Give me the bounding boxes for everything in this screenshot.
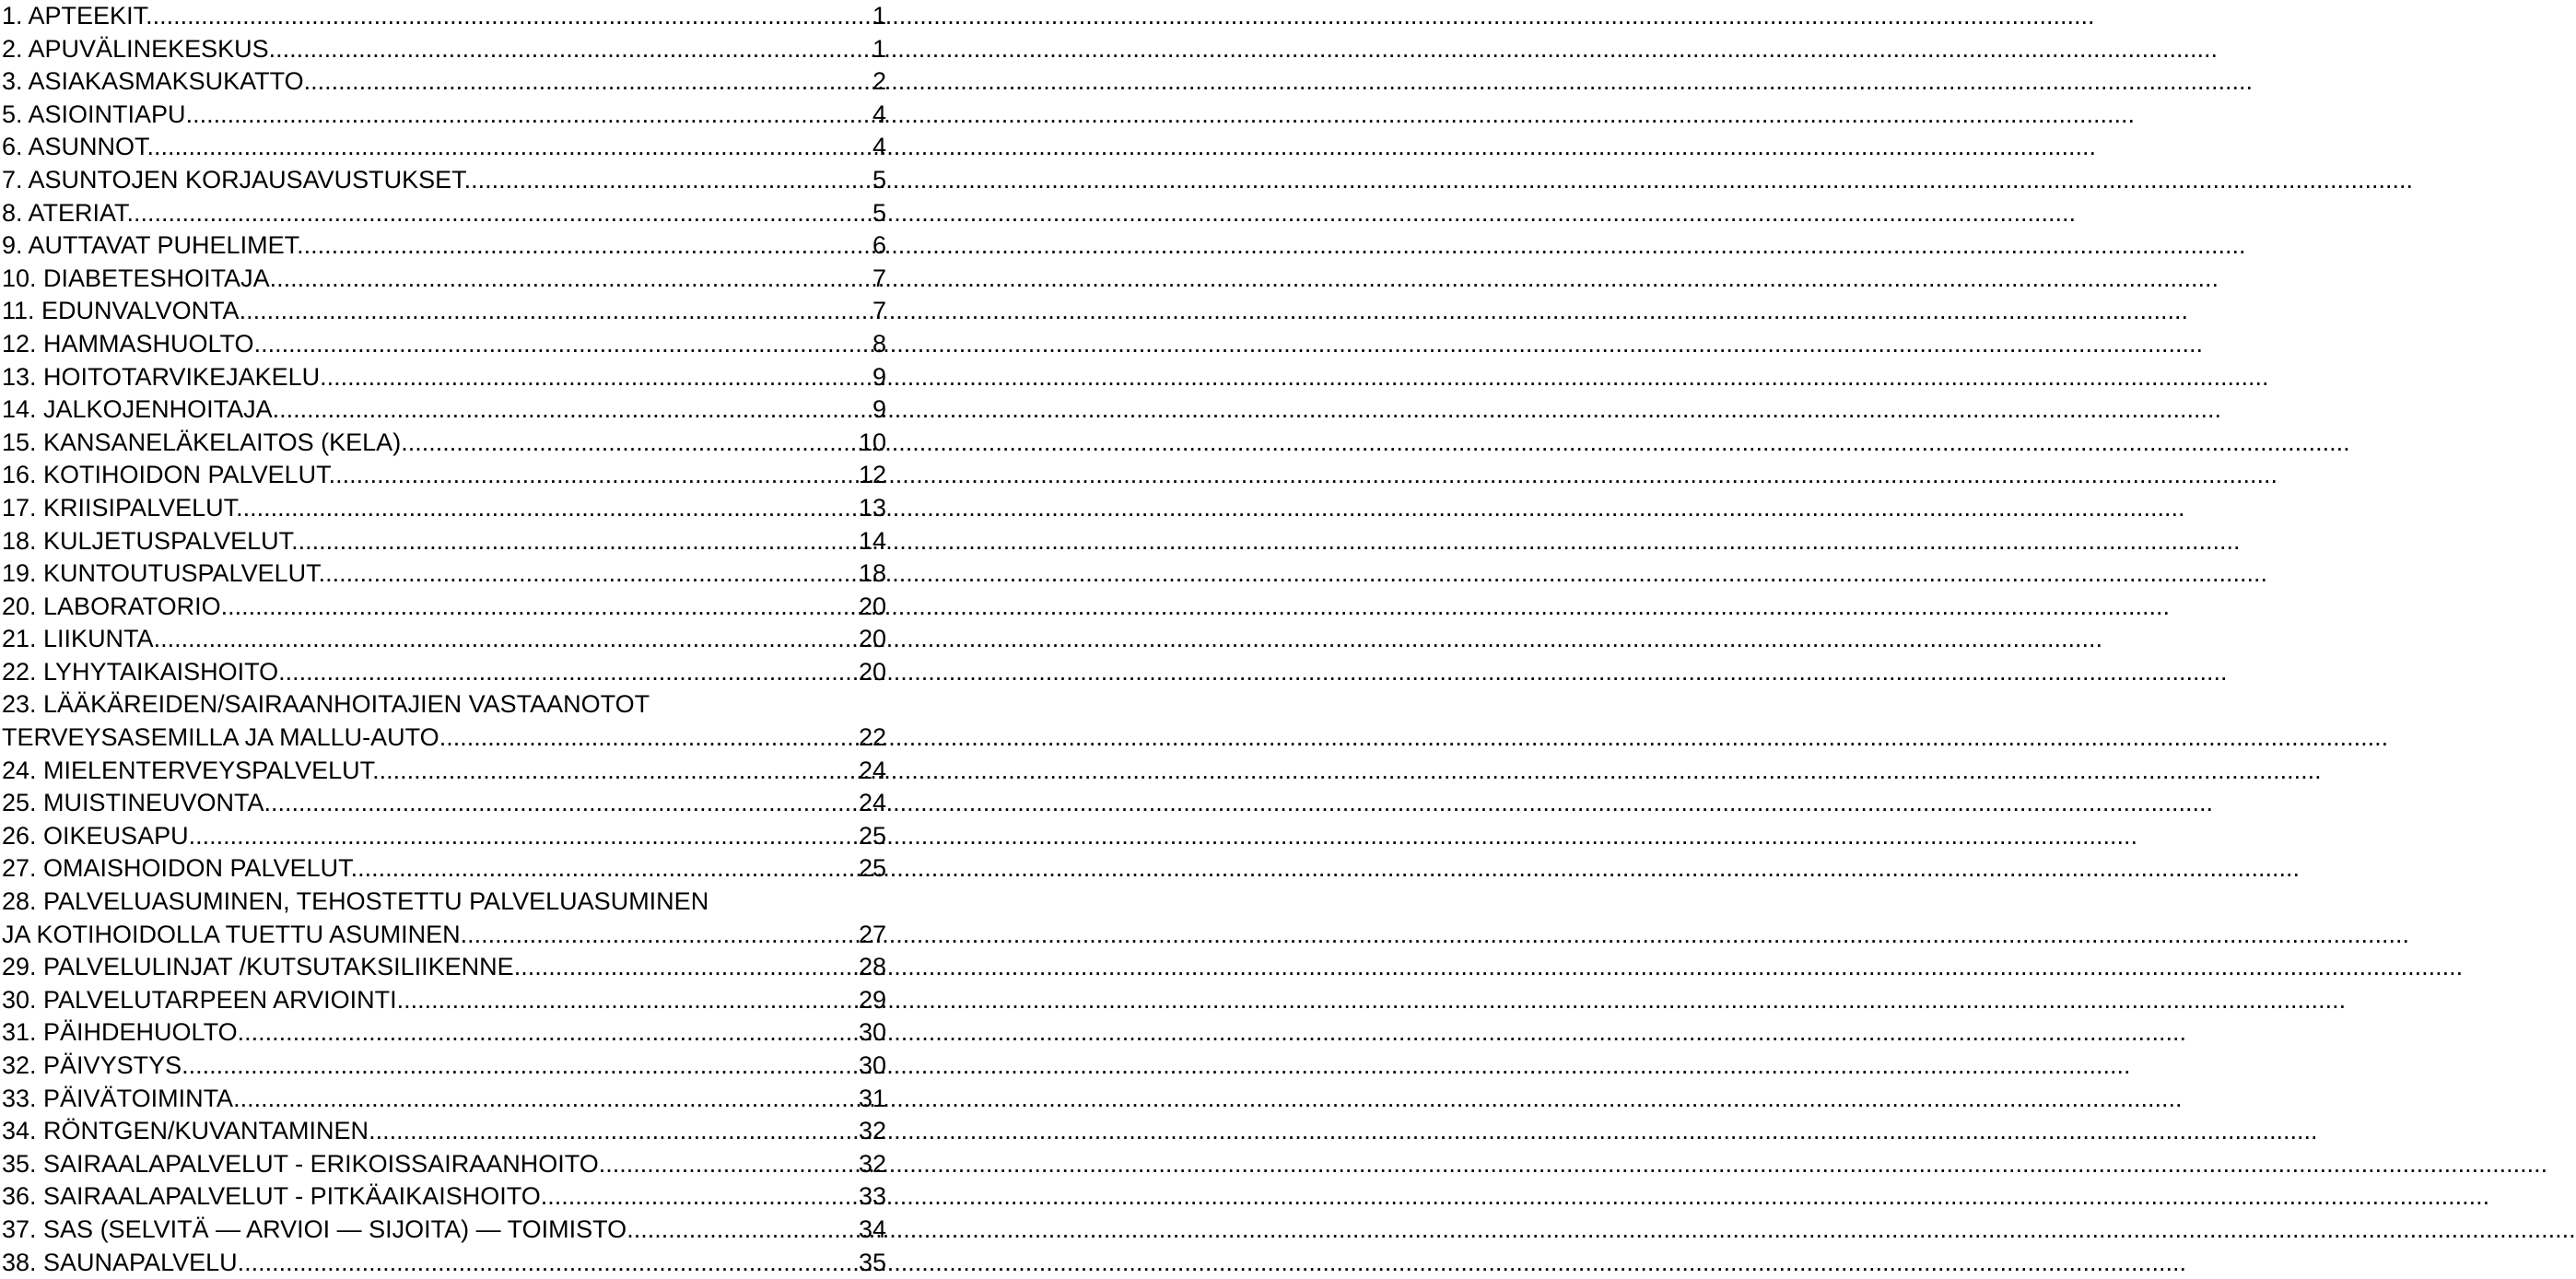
toc-entry-label-text: 15. KANSANELÄKELAITOS (KELA) [2,428,402,456]
toc-entry-label [2,525,858,558]
toc-entry-row [2,427,886,460]
toc-entry[interactable] [2,656,886,689]
toc-entry-label [2,99,872,132]
toc-entry-label [2,951,858,984]
toc-entry-label-text: 6. ASUNNOT [2,133,147,161]
toc-entry-label [2,820,858,853]
toc-entry-label [2,65,872,99]
toc-entry-page-number: 7 [872,297,886,325]
toc-entry-page-number: 20 [858,657,886,686]
toc-entry-row [2,295,886,328]
toc-entry-label-text: 36. SAIRAALAPALVELUT - PITKÄAIKAISHOITO [2,1182,541,1211]
toc-entry-page-number: 24 [858,789,886,817]
toc-entry[interactable] [2,1115,886,1148]
toc-entry-label [2,229,872,263]
toc-entry-label-text: 37. SAS (SELVITÄ — ARVIOI — SIJOITA) — TOIMISTO [2,1214,627,1243]
toc-entry-label-text: 11. EDUNVALVONTA [2,297,240,325]
toc-entry-page-number: 9 [872,395,886,424]
toc-entry-row [2,263,886,296]
toc-entry-row [2,229,886,263]
toc-entry[interactable] [2,1148,886,1181]
toc-entry-row [2,361,886,394]
toc-entry-label-text: 2. APUVÄLINEKESKUS [2,34,269,63]
toc-entry[interactable] [2,131,886,164]
toc-entry-label [2,591,858,624]
toc-entry-page-number: 5 [872,165,886,194]
toc-entry[interactable] [2,623,886,656]
toc-entry-row [2,99,886,132]
toc-entry-page-number: 24 [858,756,886,784]
toc-entry-label-text: 13. HOITOTARVIKEJAKELU [2,362,321,391]
toc-entry[interactable] [2,99,886,132]
toc-entry-label [2,295,872,328]
toc-entry-page-number: 25 [858,821,886,850]
toc-entry[interactable] [2,787,886,820]
toc-entry-row [2,459,886,492]
toc-entry-label [2,755,858,788]
toc-entry-label [2,1016,858,1050]
toc-entry-label-text: 22. LYHYTAIKAISHOITO [2,657,279,686]
toc-entry-page-number: 20 [858,625,886,653]
toc-entry[interactable] [2,688,886,754]
toc-entry-label-text: 7. ASUNTOJEN KORJAUSAVUSTUKSET [2,165,464,194]
toc-entry-row [2,1115,886,1148]
toc-entry-label-text: 26. OIKEUSAPU [2,821,189,850]
toc-entry-page-number: 8 [872,329,886,358]
toc-entry-label-text: 10. DIABETESHOITAJA [2,264,270,292]
toc-entry-page-number: 32 [858,1149,886,1178]
toc-entry-row [2,131,886,164]
toc-entry-label [2,1214,858,1247]
toc-entry-row [2,1180,886,1214]
toc-entry[interactable] [2,852,886,886]
toc-entry-row [2,919,886,952]
toc-entry-label-text: 1. APTEEKIT [2,2,146,29]
toc-entry-page-number: 4 [872,100,886,128]
toc-entry-row [2,1247,886,1279]
toc-entry-label-text: TERVEYSASEMILLA JA MALLU-AUTO [2,723,439,752]
toc-entry[interactable] [2,65,886,99]
toc-entry[interactable] [2,197,886,230]
toc-entry[interactable] [2,393,886,427]
toc-entry-row [2,197,886,230]
toc-entry-label [2,984,858,1017]
toc-entry-label-text: 32. PÄIVYSTYS [2,1051,182,1079]
toc-entry-label [2,623,858,656]
toc-entry-title-line: 28. PALVELUASUMINEN, TEHOSTETTU PALVELUASUMINEN [2,887,709,916]
toc-entry-label-text: JA KOTIHOIDOLLA TUETTU ASUMINEN [2,920,461,948]
toc-entry[interactable] [2,295,886,328]
toc-entry[interactable] [2,591,886,624]
toc-entry[interactable] [2,164,886,197]
toc-entry-row [2,525,886,558]
toc-entry[interactable] [2,1247,886,1279]
toc-entry-row [2,591,886,624]
toc-entry-row [2,1214,886,1247]
toc-entry-row [2,852,886,886]
toc-entry-label-text: 27. OMAISHOIDON PALVELUT [2,854,351,883]
toc-entry-label-text: 29. PALVELULINJAT /KUTSUTAKSILIIKENNE [2,953,514,981]
toc-entry-label-text: 38. SAUNAPALVELU [2,1248,238,1276]
toc-entry-page-number: 6 [872,231,886,260]
toc-entry-row [2,722,886,755]
toc-entry-label-text: 17. KRIISIPALVELUT [2,493,237,522]
toc-entry[interactable] [2,0,886,33]
toc-entry-page-number: 1 [872,2,886,29]
toc-entry-page-number: 10 [858,428,886,456]
toc-entry[interactable] [2,886,886,951]
toc-entry-label [2,852,858,886]
toc-entry-page-number: 4 [872,133,886,161]
toc-entry[interactable] [2,459,886,492]
toc-entry[interactable] [2,328,886,361]
toc-entry-row [2,1083,886,1116]
toc-entry[interactable] [2,820,886,853]
toc-entry-page-number: 18 [858,559,886,588]
toc-entry-label-text: 31. PÄIHDEHUOLTO [2,1018,238,1047]
toc-entry-row [2,164,886,197]
toc-entry-title-line: 23. LÄÄKÄREIDEN/SAIRAANHOITAJIEN VASTAANOTOT [2,690,650,719]
toc-entry-page-number: 12 [858,461,886,489]
toc-entry-label [2,393,872,427]
toc-entry-page-number: 31 [858,1084,886,1112]
toc-entry-page-number: 13 [858,493,886,522]
toc-entry-label [2,557,858,591]
toc-entry-row [2,1050,886,1083]
toc-entry[interactable] [2,263,886,296]
toc-entry-row [2,393,886,427]
toc-entry-page-number: 22 [858,723,886,752]
toc-entry-row [2,557,886,591]
toc-entry[interactable] [2,361,886,394]
toc-entry-label [2,0,872,33]
toc-entry-page-number: 9 [872,362,886,391]
toc-entry-row [2,1148,886,1181]
toc-entry-label [2,427,858,460]
toc-entry-page-number: 1 [872,34,886,63]
toc-entry-page-number: 14 [858,526,886,555]
toc-entry-label-text: 9. AUTTAVAT PUHELIMET [2,231,298,260]
toc-entry[interactable] [2,427,886,460]
toc-entry-page-number: 28 [858,953,886,981]
toc-entry-label-text: 18. KULJETUSPALVELUT [2,526,292,555]
toc-entry-label-text: 20. LABORATORIO [2,592,221,620]
toc-entry-label [2,328,872,361]
toc-entry-label-text: 30. PALVELUTARPEEN ARVIOINTI [2,985,397,1014]
toc-entry-label [2,787,858,820]
table-of-contents [2,0,886,1279]
toc-entry-label [2,1148,858,1181]
toc-entry-page-number: 2 [872,67,886,96]
toc-entry[interactable] [2,1016,886,1050]
toc-entry-label-text: 21. LIIKUNTA [2,625,154,653]
toc-entry-page-number: 27 [858,920,886,948]
toc-entry-page-number: 35 [858,1248,886,1276]
toc-entry-label [2,722,858,755]
toc-entry-page-number: 32 [858,1117,886,1145]
toc-entry-page-number: 30 [858,1051,886,1079]
toc-entry-label [2,131,872,164]
toc-entry[interactable] [2,755,886,788]
toc-entry-label [2,1115,858,1148]
toc-entry-page-number: 5 [872,198,886,227]
toc-entry-label [2,459,858,492]
toc-entry-row [2,0,886,33]
toc-entry[interactable] [2,557,886,591]
toc-entry[interactable] [2,951,886,984]
toc-entry-label [2,1083,858,1116]
toc-entry[interactable] [2,229,886,263]
toc-entry[interactable] [2,1214,886,1247]
toc-entry-label [2,33,872,66]
toc-entry[interactable] [2,525,886,558]
toc-entry-page-number: 7 [872,264,886,292]
toc-entry-label [2,263,872,296]
toc-entry-label [2,1050,858,1083]
toc-entry-label [2,492,858,525]
toc-entry-row [2,984,886,1017]
toc-entry-label-text: 14. JALKOJENHOITAJA [2,395,273,424]
toc-entry-row [2,492,886,525]
toc-entry-label-text: 33. PÄIVÄTOIMINTA [2,1084,234,1112]
toc-entry-label-text: 35. SAIRAALAPALVELUT - ERIKOISSAIRAANHOITO [2,1149,599,1178]
toc-entry-label-text: 5. ASIOINTIAPU [2,100,186,128]
toc-entry-label-text: 25. MUISTINEUVONTA [2,789,264,817]
toc-entry-page-number: 33 [858,1182,886,1211]
toc-entry-label-text: 34. RÖNTGEN/KUVANTAMINEN [2,1117,369,1145]
toc-entry-label-text: 12. HAMMASHUOLTO [2,329,254,358]
toc-entry[interactable] [2,492,886,525]
toc-entry[interactable] [2,33,886,66]
toc-entry[interactable] [2,984,886,1017]
toc-entry-label-text: 8. ATERIAT [2,198,127,227]
toc-entry-label [2,1247,858,1279]
toc-entry-label [2,919,858,952]
toc-entry-row [2,951,886,984]
toc-entry-row [2,787,886,820]
toc-entry-page-number: 34 [858,1214,886,1243]
toc-entry-row [2,33,886,66]
toc-entry-row [2,755,886,788]
toc-entry-label [2,1180,858,1214]
toc-entry-label-text: 19. KUNTOUTUSPALVELUT [2,559,319,588]
toc-entry-row [2,328,886,361]
toc-entry-label [2,164,872,197]
toc-entry-page-number: 30 [858,1018,886,1047]
toc-entry-label-text: 24. MIELENTERVEYSPALVELUT [2,756,373,784]
toc-entry-label [2,656,858,689]
toc-entry-label [2,361,872,394]
toc-entry-label-text: 16. KOTIHOIDON PALVELUT [2,461,329,489]
toc-entry[interactable] [2,1050,886,1083]
toc-entry-row [2,623,886,656]
toc-entry-label-text: 3. ASIAKASMAKSUKATTO [2,67,304,96]
toc-entry-label [2,197,872,230]
toc-entry-page-number: 20 [858,592,886,620]
toc-entry-row [2,65,886,99]
toc-entry-row [2,820,886,853]
toc-entry-row [2,656,886,689]
toc-entry-page-number: 25 [858,854,886,883]
toc-entry-page-number: 29 [858,985,886,1014]
toc-entry[interactable] [2,1083,886,1116]
toc-entry-row [2,1016,886,1050]
toc-entry[interactable] [2,1180,886,1214]
